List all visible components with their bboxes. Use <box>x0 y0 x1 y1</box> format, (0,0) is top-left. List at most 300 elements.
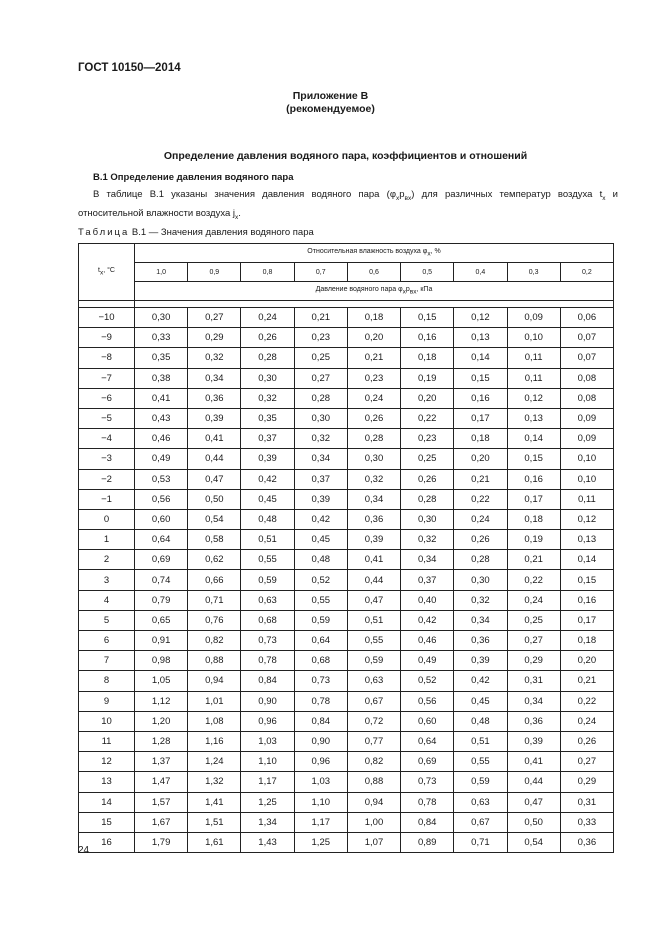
pressure-value-cell: 0,22 <box>560 691 613 711</box>
pressure-value-cell: 0,69 <box>401 752 454 772</box>
temperature-cell: −5 <box>79 408 135 428</box>
pressure-value-cell: 0,30 <box>401 509 454 529</box>
separator-cell <box>79 301 135 308</box>
table-row <box>79 772 614 792</box>
pressure-value-cell: 1,51 <box>188 812 241 832</box>
pressure-value-cell: 0,10 <box>507 328 560 348</box>
pressure-value-cell: 0,47 <box>188 469 241 489</box>
pressure-value-cell: 0,38 <box>135 368 188 388</box>
table-row <box>79 590 614 610</box>
pressure-value-cell: 1,32 <box>188 772 241 792</box>
pressure-header-sub: вх <box>409 288 417 296</box>
pressure-value-cell: 0,16 <box>454 388 507 408</box>
pressure-value-cell: 0,64 <box>135 530 188 550</box>
pressure-value-cell: 1,67 <box>135 812 188 832</box>
paragraph-text: и относительной влажности воздуха j <box>78 189 618 219</box>
pressure-value-cell: 0,24 <box>241 308 294 328</box>
subsection-heading: В.1 Определение давления водяного пара <box>93 172 294 183</box>
pressure-value-cell: 0,27 <box>188 308 241 328</box>
pressure-value-cell: 0,20 <box>401 388 454 408</box>
pressure-value-cell: 0,48 <box>294 550 347 570</box>
humidity-value-cell: 0,2 <box>560 263 613 282</box>
pressure-value-cell: 0,12 <box>560 509 613 529</box>
pressure-value-cell: 0,55 <box>294 590 347 610</box>
pressure-value-cell: 0,96 <box>294 752 347 772</box>
pressure-value-cell: 0,16 <box>560 590 613 610</box>
pressure-header-mid: p <box>405 286 410 294</box>
table-caption-label: Таблица <box>78 227 130 238</box>
table-row <box>79 429 614 449</box>
pressure-value-cell: 0,65 <box>135 610 188 630</box>
pressure-value-cell: 1,07 <box>347 832 400 852</box>
pressure-value-cell: 0,88 <box>188 651 241 671</box>
temperature-cell: −1 <box>79 489 135 509</box>
pressure-value-cell: 0,84 <box>241 671 294 691</box>
temperature-cell: 13 <box>79 772 135 792</box>
pressure-header-unit: , кПа <box>416 286 433 294</box>
pressure-value-cell: 0,55 <box>454 752 507 772</box>
temperature-cell: 14 <box>79 792 135 812</box>
pressure-value-cell: 0,10 <box>560 449 613 469</box>
pressure-value-cell: 0,11 <box>507 368 560 388</box>
humidity-value-cell: 0,9 <box>188 263 241 282</box>
pressure-value-cell: 0,66 <box>188 570 241 590</box>
pressure-value-cell: 0,30 <box>294 408 347 428</box>
pressure-value-cell: 0,24 <box>454 509 507 529</box>
temperature-cell: −10 <box>79 308 135 328</box>
pressure-value-cell: 1,61 <box>188 832 241 852</box>
pressure-value-cell: 0,24 <box>507 590 560 610</box>
temperature-cell: −2 <box>79 469 135 489</box>
pressure-value-cell: 0,84 <box>294 711 347 731</box>
pressure-value-cell: 0,73 <box>401 772 454 792</box>
table-body <box>79 301 614 853</box>
paragraph-subscript: x <box>395 194 400 202</box>
humidity-value-cell: 0,6 <box>347 263 400 282</box>
pressure-value-cell: 0,42 <box>401 610 454 630</box>
pressure-value-cell: 0,39 <box>347 530 400 550</box>
pressure-value-cell: 0,25 <box>507 610 560 630</box>
pressure-value-cell: 0,18 <box>454 429 507 449</box>
pressure-value-cell: 1,05 <box>135 671 188 691</box>
section-heading: Определение давления водяного пара, коэффициентов и отношений <box>163 150 528 162</box>
table-row <box>79 489 614 509</box>
temperature-cell: 0 <box>79 509 135 529</box>
pressure-value-cell: 0,17 <box>454 408 507 428</box>
pressure-value-cell: 0,50 <box>507 812 560 832</box>
page-number: 24 <box>78 845 90 856</box>
pressure-value-cell: 0,36 <box>188 388 241 408</box>
pressure-value-cell: 0,21 <box>347 348 400 368</box>
pressure-value-cell: 0,73 <box>294 671 347 691</box>
pressure-value-cell: 0,34 <box>188 368 241 388</box>
pressure-value-cell: 0,48 <box>454 711 507 731</box>
pressure-value-cell: 1,25 <box>294 832 347 852</box>
pressure-value-cell: 0,28 <box>401 489 454 509</box>
humidity-value-cell: 1,0 <box>135 263 188 282</box>
pressure-value-cell: 1,37 <box>135 752 188 772</box>
pressure-value-cell: 0,19 <box>401 368 454 388</box>
temperature-cell: 9 <box>79 691 135 711</box>
pressure-value-cell: 0,25 <box>401 449 454 469</box>
pressure-value-cell: 0,45 <box>241 489 294 509</box>
pressure-value-cell: 0,18 <box>507 509 560 529</box>
pressure-value-cell: 0,36 <box>560 832 613 852</box>
pressure-value-cell: 0,37 <box>294 469 347 489</box>
pressure-header <box>135 282 614 301</box>
temperature-cell: 2 <box>79 550 135 570</box>
pressure-value-cell: 0,35 <box>241 408 294 428</box>
table-row <box>79 368 614 388</box>
pressure-value-cell: 0,15 <box>401 308 454 328</box>
pressure-value-cell: 0,84 <box>401 812 454 832</box>
pressure-value-cell: 0,59 <box>347 651 400 671</box>
pressure-value-cell: 0,32 <box>188 348 241 368</box>
pressure-value-cell: 0,31 <box>560 792 613 812</box>
pressure-value-cell: 1,16 <box>188 731 241 751</box>
temperature-cell: −3 <box>79 449 135 469</box>
pressure-value-cell: 0,08 <box>560 368 613 388</box>
paragraph-subscript: x <box>235 213 239 221</box>
pressure-value-cell: 0,44 <box>347 570 400 590</box>
table-row <box>79 550 614 570</box>
pressure-value-cell: 0,24 <box>560 711 613 731</box>
pressure-value-cell: 0,32 <box>401 530 454 550</box>
pressure-value-cell: 0,21 <box>507 550 560 570</box>
pressure-value-cell: 0,54 <box>507 832 560 852</box>
pressure-value-cell: 0,39 <box>188 408 241 428</box>
pressure-value-cell: 1,34 <box>241 812 294 832</box>
pressure-value-cell: 0,96 <box>241 711 294 731</box>
temperature-cell: 11 <box>79 731 135 751</box>
pressure-value-cell: 0,46 <box>135 429 188 449</box>
table-row <box>79 610 614 630</box>
pressure-value-cell: 0,35 <box>135 348 188 368</box>
pressure-value-cell: 0,17 <box>507 489 560 509</box>
pressure-value-cell: 0,34 <box>347 489 400 509</box>
pressure-value-cell: 0,67 <box>347 691 400 711</box>
pressure-value-cell: 0,33 <box>560 812 613 832</box>
pressure-value-cell: 0,48 <box>241 509 294 529</box>
pressure-value-cell: 0,32 <box>347 469 400 489</box>
pressure-value-cell: 0,36 <box>347 509 400 529</box>
pressure-value-cell: 1,17 <box>241 772 294 792</box>
pressure-value-cell: 0,51 <box>241 530 294 550</box>
pressure-value-cell: 0,29 <box>188 328 241 348</box>
pressure-value-cell: 0,50 <box>188 489 241 509</box>
pressure-value-cell: 0,11 <box>507 348 560 368</box>
humidity-header-unit: , % <box>430 248 441 256</box>
pressure-value-cell: 0,26 <box>347 408 400 428</box>
pressure-value-cell: 1,47 <box>135 772 188 792</box>
pressure-value-cell: 0,47 <box>347 590 400 610</box>
pressure-value-cell: 0,74 <box>135 570 188 590</box>
table-row <box>79 752 614 772</box>
pressure-value-cell: 1,10 <box>294 792 347 812</box>
humidity-header-main: Относительная влажность воздуха φ <box>307 248 428 256</box>
table-row <box>79 530 614 550</box>
pressure-value-cell: 1,03 <box>294 772 347 792</box>
pressure-value-cell: 0,89 <box>401 832 454 852</box>
temperature-cell: 16 <box>79 832 135 852</box>
pressure-value-cell: 0,44 <box>188 449 241 469</box>
pressure-header-sub: x <box>402 288 406 296</box>
pressure-value-cell: 0,91 <box>135 631 188 651</box>
pressure-value-cell: 0,42 <box>294 509 347 529</box>
pressure-value-cell: 0,27 <box>507 631 560 651</box>
pressure-value-cell: 0,26 <box>241 328 294 348</box>
pressure-value-cell: 0,69 <box>135 550 188 570</box>
pressure-value-cell: 0,68 <box>294 651 347 671</box>
humidity-value-cell: 0,8 <box>241 263 294 282</box>
pressure-value-cell: 0,45 <box>294 530 347 550</box>
pressure-value-cell: 0,30 <box>454 570 507 590</box>
pressure-value-cell: 0,21 <box>560 671 613 691</box>
pressure-value-cell: 0,58 <box>188 530 241 550</box>
pressure-value-cell: 0,37 <box>241 429 294 449</box>
table-row <box>79 328 614 348</box>
table-row <box>79 449 614 469</box>
temperature-cell: 3 <box>79 570 135 590</box>
humidity-value-cell: 0,4 <box>454 263 507 282</box>
pressure-value-cell: 0,71 <box>188 590 241 610</box>
pressure-value-cell: 0,31 <box>507 671 560 691</box>
temperature-header-main: t <box>98 267 100 275</box>
pressure-value-cell: 0,94 <box>347 792 400 812</box>
pressure-value-cell: 0,55 <box>241 550 294 570</box>
pressure-value-cell: 0,73 <box>241 631 294 651</box>
pressure-value-cell: 0,46 <box>401 631 454 651</box>
table-row <box>79 731 614 751</box>
pressure-value-cell: 0,79 <box>135 590 188 610</box>
pressure-value-cell: 0,63 <box>454 792 507 812</box>
pressure-value-cell: 0,60 <box>135 509 188 529</box>
pressure-value-cell: 0,25 <box>294 348 347 368</box>
pressure-value-cell: 0,13 <box>560 530 613 550</box>
pressure-value-cell: 1,57 <box>135 792 188 812</box>
pressure-value-cell: 0,27 <box>560 752 613 772</box>
pressure-value-cell: 0,40 <box>401 590 454 610</box>
pressure-value-cell: 0,26 <box>560 731 613 751</box>
pressure-value-cell: 0,39 <box>241 449 294 469</box>
pressure-value-cell: 0,15 <box>507 449 560 469</box>
paragraph-subscript: вх <box>404 194 412 202</box>
pressure-value-cell: 1,08 <box>188 711 241 731</box>
pressure-value-cell: 0,17 <box>560 610 613 630</box>
pressure-value-cell: 0,28 <box>454 550 507 570</box>
header-separator-row <box>79 301 614 308</box>
pressure-value-cell: 0,32 <box>454 590 507 610</box>
pressure-value-cell: 0,23 <box>347 368 400 388</box>
pressure-value-cell: 0,82 <box>188 631 241 651</box>
pressure-value-cell: 0,42 <box>454 671 507 691</box>
annex-title: Приложение В <box>292 90 369 102</box>
temperature-cell: 15 <box>79 812 135 832</box>
table-row <box>79 832 614 852</box>
pressure-value-cell: 0,22 <box>454 489 507 509</box>
pressure-value-cell: 0,63 <box>241 590 294 610</box>
pressure-value-cell: 0,28 <box>294 388 347 408</box>
pressure-value-cell: 0,11 <box>560 489 613 509</box>
pressure-value-cell: 0,72 <box>347 711 400 731</box>
paragraph-text: В таблице В.1 указаны значения давления водяного пара (φ <box>93 189 396 200</box>
pressure-value-cell: 0,15 <box>454 368 507 388</box>
paragraph-text: p <box>399 189 405 200</box>
table-row <box>79 651 614 671</box>
table-row <box>79 570 614 590</box>
pressure-value-cell: 0,26 <box>401 469 454 489</box>
pressure-value-cell: 0,55 <box>347 631 400 651</box>
pressure-value-cell: 0,68 <box>241 610 294 630</box>
temperature-header-sub: x <box>99 269 104 277</box>
pressure-value-cell: 1,43 <box>241 832 294 852</box>
pressure-value-cell: 1,17 <box>294 812 347 832</box>
pressure-value-cell: 0,09 <box>560 408 613 428</box>
table-row <box>79 308 614 328</box>
paragraph-text: . <box>238 207 241 219</box>
temperature-cell: −8 <box>79 348 135 368</box>
table-row <box>79 711 614 731</box>
pressure-value-cell: 0,36 <box>507 711 560 731</box>
paragraph-text: ) для различных температур воздуха t <box>411 189 603 200</box>
pressure-value-cell: 0,62 <box>188 550 241 570</box>
pressure-value-cell: 0,43 <box>135 408 188 428</box>
humidity-values-row <box>79 263 614 282</box>
temperature-cell: 10 <box>79 711 135 731</box>
table-row <box>79 348 614 368</box>
humidity-value-cell: 0,7 <box>294 263 347 282</box>
temperature-cell: −9 <box>79 328 135 348</box>
pressure-value-cell: 0,44 <box>507 772 560 792</box>
pressure-value-cell: 0,51 <box>347 610 400 630</box>
pressure-value-cell: 0,71 <box>454 832 507 852</box>
pressure-value-cell: 0,41 <box>507 752 560 772</box>
pressure-value-cell: 0,24 <box>347 388 400 408</box>
table-row <box>79 671 614 691</box>
pressure-value-cell: 0,09 <box>560 429 613 449</box>
pressure-value-cell: 0,39 <box>294 489 347 509</box>
pressure-value-cell: 0,47 <box>507 792 560 812</box>
pressure-value-cell: 0,14 <box>454 348 507 368</box>
table-row <box>79 812 614 832</box>
pressure-value-cell: 0,63 <box>347 671 400 691</box>
temperature-header-unit: , °C <box>103 267 115 275</box>
table-caption <box>78 227 314 238</box>
table-row <box>79 388 614 408</box>
pressure-value-cell: 0,41 <box>188 429 241 449</box>
table-row <box>79 691 614 711</box>
pressure-value-cell: 0,26 <box>454 530 507 550</box>
temperature-cell: −4 <box>79 429 135 449</box>
pressure-value-cell: 0,64 <box>401 731 454 751</box>
pressure-value-cell: 0,64 <box>294 631 347 651</box>
pressure-value-cell: 0,29 <box>560 772 613 792</box>
pressure-value-cell: 0,49 <box>401 651 454 671</box>
pressure-value-cell: 0,36 <box>454 631 507 651</box>
pressure-value-cell: 0,18 <box>401 348 454 368</box>
pressure-value-cell: 0,60 <box>401 711 454 731</box>
pressure-value-cell: 0,13 <box>454 328 507 348</box>
pressure-value-cell: 0,39 <box>507 731 560 751</box>
pressure-value-cell: 1,79 <box>135 832 188 852</box>
table-caption-text: В.1 — Значения давления водяного пара <box>129 227 314 238</box>
intro-paragraph <box>78 187 618 225</box>
pressure-value-cell: 0,16 <box>507 469 560 489</box>
table-row <box>79 509 614 529</box>
pressure-value-cell: 0,06 <box>560 308 613 328</box>
pressure-value-cell: 0,76 <box>188 610 241 630</box>
pressure-value-cell: 0,52 <box>401 671 454 691</box>
pressure-value-cell: 1,10 <box>241 752 294 772</box>
pressure-value-cell: 0,30 <box>241 368 294 388</box>
temperature-cell: 6 <box>79 631 135 651</box>
pressure-value-cell: 0,28 <box>347 429 400 449</box>
table-row <box>79 792 614 812</box>
pressure-value-cell: 0,90 <box>294 731 347 751</box>
pressure-value-cell: 0,54 <box>188 509 241 529</box>
pressure-value-cell: 0,21 <box>294 308 347 328</box>
pressure-value-cell: 0,67 <box>454 812 507 832</box>
temperature-header <box>79 244 135 301</box>
pressure-value-cell: 0,88 <box>347 772 400 792</box>
pressure-value-cell: 1,20 <box>135 711 188 731</box>
pressure-value-cell: 0,12 <box>454 308 507 328</box>
pressure-value-cell: 0,21 <box>454 469 507 489</box>
separator-cell <box>135 301 614 308</box>
pressure-value-cell: 0,51 <box>454 731 507 751</box>
humidity-value-cell: 0,3 <box>507 263 560 282</box>
pressure-value-cell: 0,49 <box>135 449 188 469</box>
pressure-value-cell: 0,59 <box>294 610 347 630</box>
pressure-value-cell: 0,34 <box>454 610 507 630</box>
pressure-value-cell: 0,53 <box>135 469 188 489</box>
pressure-value-cell: 0,90 <box>241 691 294 711</box>
temperature-cell: 5 <box>79 610 135 630</box>
pressure-value-cell: 1,01 <box>188 691 241 711</box>
pressure-value-cell: 1,41 <box>188 792 241 812</box>
pressure-value-cell: 0,08 <box>560 388 613 408</box>
temperature-cell: 7 <box>79 651 135 671</box>
pressure-value-cell: 0,32 <box>294 429 347 449</box>
pressure-value-cell: 0,41 <box>135 388 188 408</box>
pressure-value-cell: 0,10 <box>560 469 613 489</box>
pressure-value-cell: 0,42 <box>241 469 294 489</box>
vapor-pressure-table <box>78 243 614 853</box>
document-code: ГОСТ 10150—2014 <box>78 62 181 74</box>
pressure-value-cell: 0,16 <box>401 328 454 348</box>
temperature-cell: 4 <box>79 590 135 610</box>
pressure-value-cell: 0,78 <box>294 691 347 711</box>
pressure-value-cell: 0,13 <box>507 408 560 428</box>
pressure-value-cell: 0,07 <box>560 328 613 348</box>
pressure-value-cell: 0,33 <box>135 328 188 348</box>
humidity-value-cell: 0,5 <box>401 263 454 282</box>
pressure-value-cell: 0,78 <box>401 792 454 812</box>
pressure-header-main: Давление водяного пара φ <box>315 286 403 294</box>
pressure-value-cell: 0,59 <box>454 772 507 792</box>
pressure-value-cell: 0,29 <box>507 651 560 671</box>
pressure-value-cell: 0,59 <box>241 570 294 590</box>
humidity-header <box>135 244 614 263</box>
pressure-value-cell: 0,45 <box>454 691 507 711</box>
pressure-value-cell: 1,25 <box>241 792 294 812</box>
pressure-value-cell: 0,34 <box>507 691 560 711</box>
pressure-value-cell: 0,20 <box>560 651 613 671</box>
pressure-value-cell: 0,34 <box>294 449 347 469</box>
pressure-value-cell: 0,14 <box>560 550 613 570</box>
pressure-value-cell: 0,39 <box>454 651 507 671</box>
pressure-value-cell: 0,56 <box>401 691 454 711</box>
